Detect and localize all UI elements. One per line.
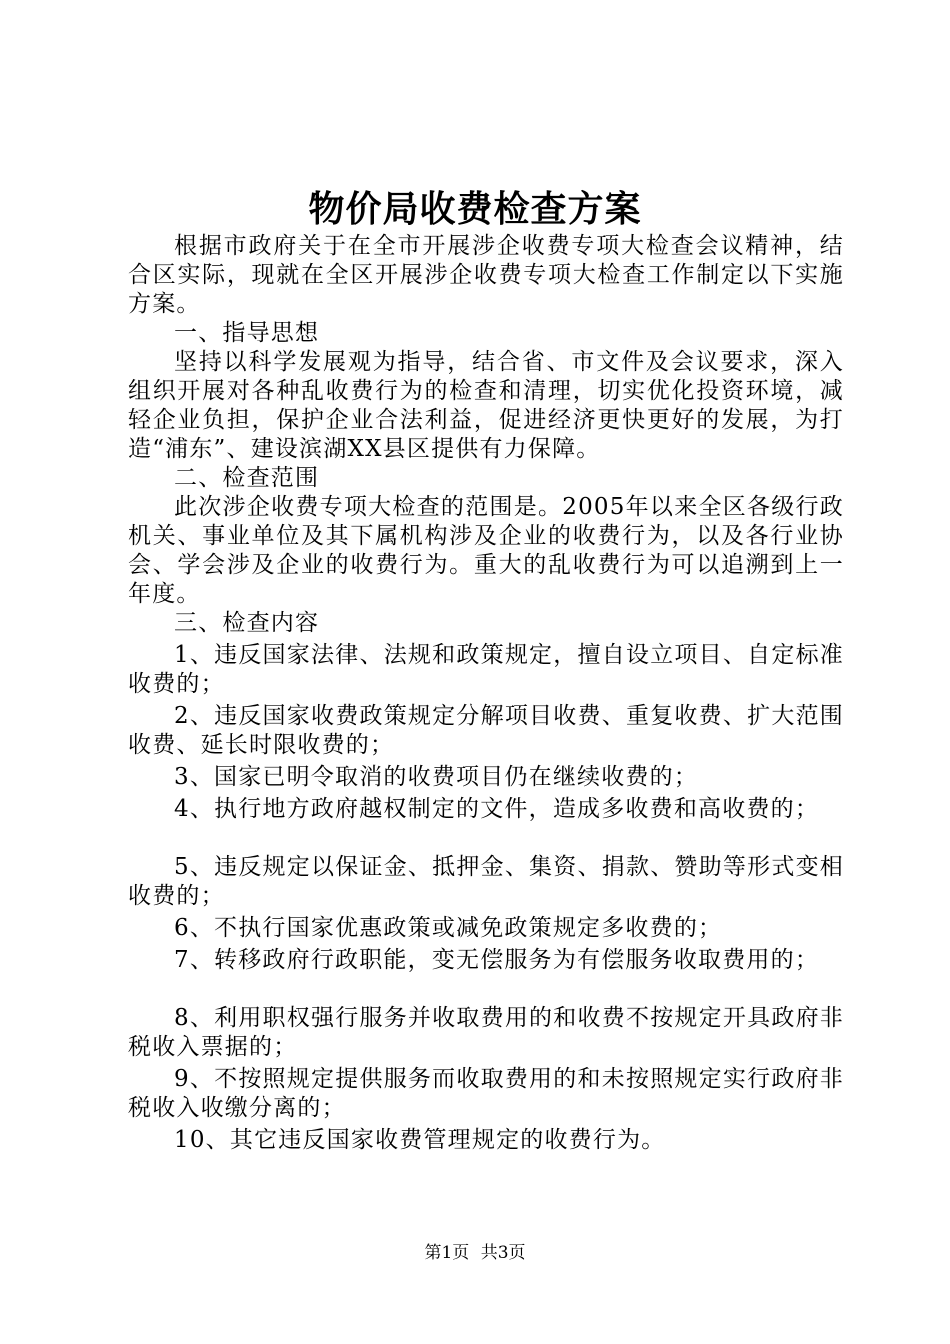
page-total: 共3页 bbox=[480, 1243, 526, 1263]
document-body bbox=[128, 232, 844, 1155]
list-item: 7、转移政府行政职能，变无偿服务为有偿服务收取费用的； bbox=[174, 947, 820, 973]
list-item: 3、国家已明令取消的收费项目仍在继续收费的； bbox=[174, 764, 699, 790]
list-item: 5、违反规定以保证金、抵押金、集资、捐款、赞助等形式变相收费的； bbox=[128, 854, 844, 909]
list-item: 1、违反国家法律、法规和政策规定，擅自设立项目、自定标准收费的； bbox=[128, 642, 844, 697]
section-heading: 一、指导思想 bbox=[174, 320, 320, 346]
intro-paragraph: 根据市政府关于在全市开展涉企收费专项大检查会议精神，结合区实际，现就在全区开展涉企收费专项大检查工作制定以下实施方案。 bbox=[128, 233, 844, 317]
list-item: 6、不执行国家优惠政策或减免政策规定多收费的； bbox=[174, 915, 723, 941]
list-item: 9、不按照规定提供服务而收取费用的和未按照规定实行政府非税收入收缴分离的； bbox=[128, 1066, 844, 1121]
body-paragraph: 坚持以科学发展观为指导，结合省、市文件及会议要求，深入组织开展对各种乱收费行为的检查和清理，切实优化投资环境，减轻企业负担，保护企业合法利益，促进经济更快更好的发展，为打造“浦东”、建设滨湖XX县区提供有力保障。 bbox=[128, 349, 844, 462]
list-item: 4、执行地方政府越权制定的文件，造成多收费和高收费的； bbox=[174, 796, 820, 822]
page-footer bbox=[0, 1242, 950, 1264]
section-heading: 二、检查范围 bbox=[174, 465, 320, 491]
body-paragraph: 此次涉企收费专项大检查的范围是。2005年以来全区各级行政机关、事业单位及其下属机构涉及企业的收费行为，以及各行业协会、学会涉及企业的收费行为。重大的乱收费行为可以追溯到上一年度。 bbox=[128, 494, 844, 607]
list-item: 2、违反国家收费政策规定分解项目收费、重复收费、扩大范围收费、延长时限收费的； bbox=[128, 703, 844, 758]
page-title: 物价局收费检查方案 bbox=[308, 188, 642, 230]
list-item: 8、利用职权强行服务并收取费用的和收费不按规定开具政府非税收入票据的； bbox=[128, 1005, 844, 1060]
section-heading: 三、检查内容 bbox=[174, 610, 320, 636]
list-item: 10、其它违反国家收费管理规定的收费行为。 bbox=[174, 1127, 666, 1153]
page-number: 第1页 bbox=[424, 1243, 470, 1263]
